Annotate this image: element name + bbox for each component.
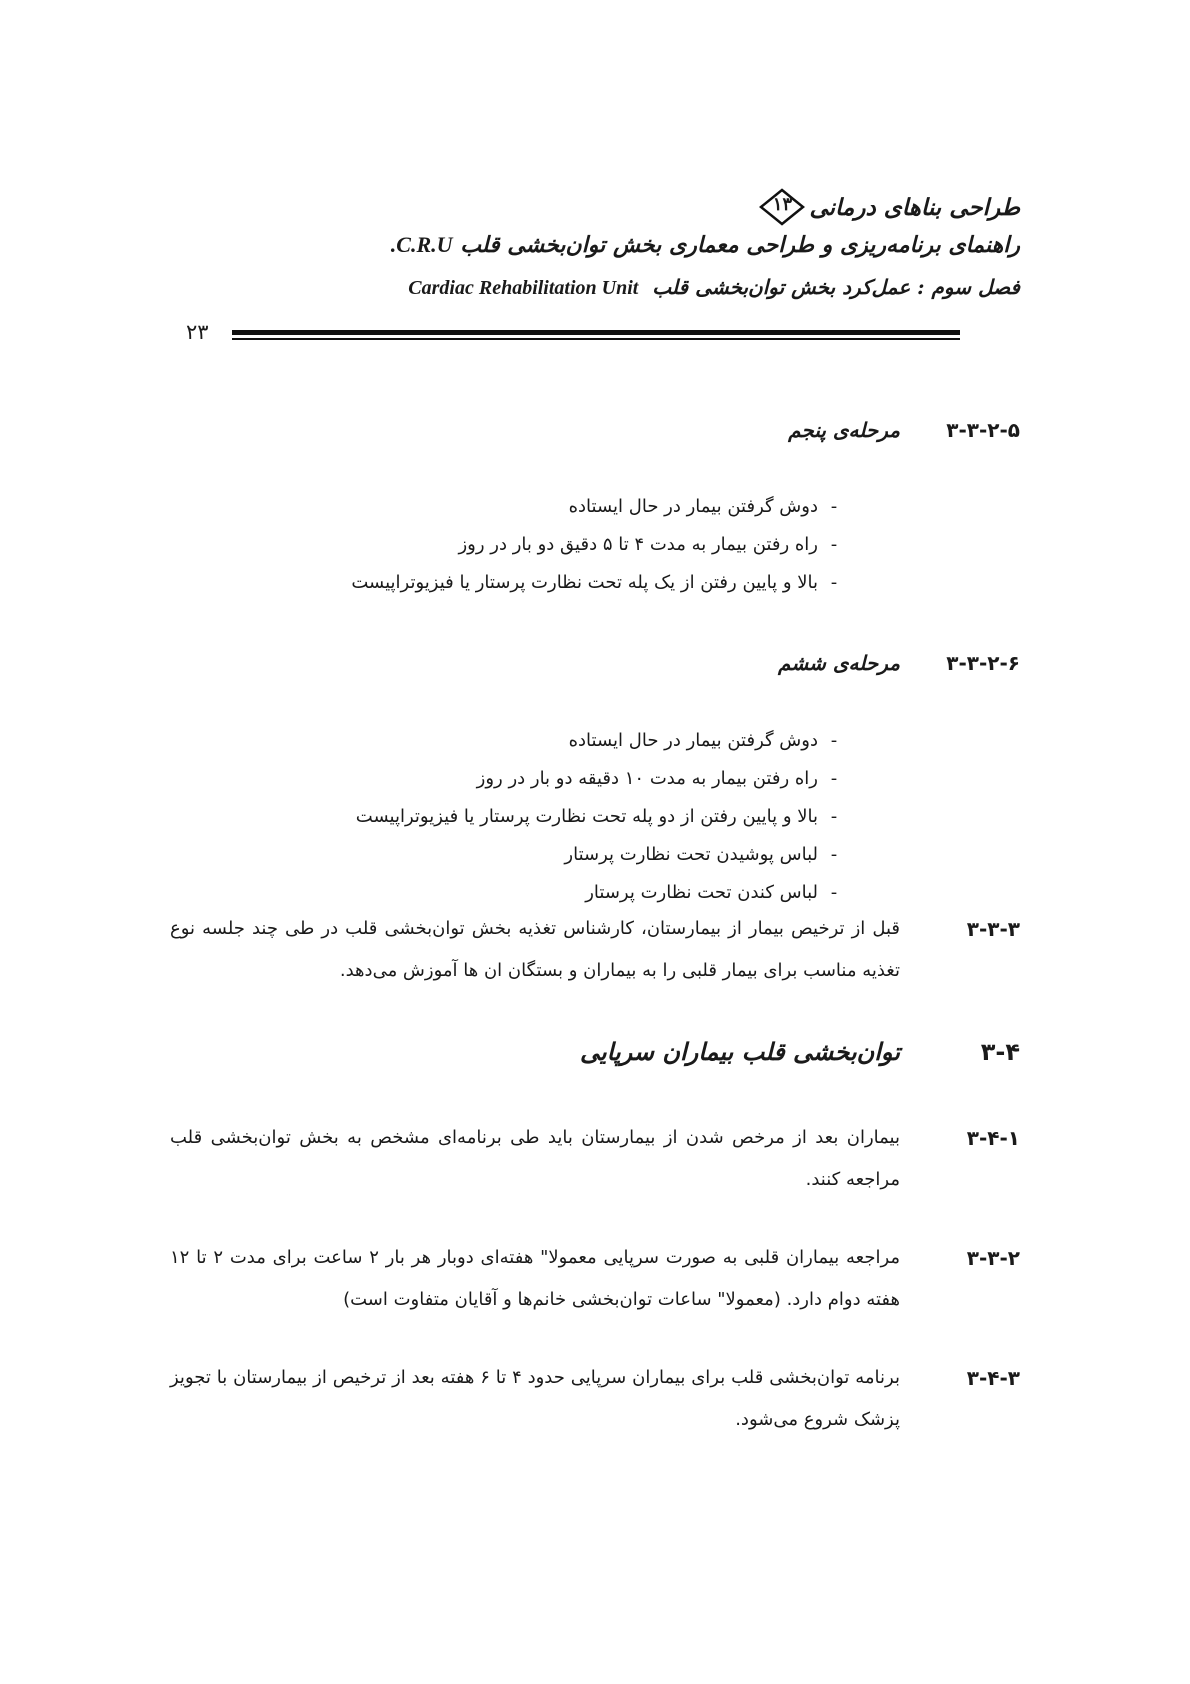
list-item: -دوش گرفتن بیمار در حال ایستاده	[568, 730, 838, 751]
paragraph-text: برنامه توان‌بخشی قلب برای بیماران سرپایی حدود ۴ تا ۶ هفته بعد از ترخیص از بیمارستان با تجویز پزشک شروع می‌شود.	[170, 1367, 900, 1430]
section-number: ۳-۳-۲-۶	[946, 651, 1020, 675]
section-heading-3-4	[580, 1037, 1020, 1066]
list-item: -دوش گرفتن بیمار در حال ایستاده	[568, 496, 838, 517]
running-header-chapter	[408, 275, 1020, 300]
section-heading-5	[788, 418, 1020, 442]
section-title: مرحله‌ی ششم	[778, 651, 900, 675]
paragraph-number: ۳-۳-۳	[966, 917, 1020, 941]
list-item: -راه رفتن بیمار به مدت ۱۰ دقیقه دو بار در روز	[476, 768, 838, 789]
list-item: -لباس پوشیدن تحت نظارت پرستار	[564, 844, 838, 865]
subtitle-text: راهنمای برنامه‌ریزی و طراحی معماری بخش توان‌بخشی قلب	[460, 232, 1020, 258]
paragraph-text: بیماران بعد از مرخص شدن از بیمارستان باید طی برنامه‌ای مشخص به بخش توان‌بخشی قلب مراجعه کنند.	[170, 1127, 900, 1190]
subtitle-latin: C.R.U.	[390, 232, 453, 257]
list-item: -بالا و پایین رفتن از دو پله تحت نظارت پرستار یا فیزیوتراپیست	[355, 806, 838, 827]
step-5-list	[351, 488, 850, 602]
book-number: ۱۳	[772, 194, 793, 215]
paragraph-number: ۳-۴-۱	[966, 1126, 1020, 1150]
list-item: -لباس کندن تحت نظارت پرستار	[585, 882, 838, 903]
paragraph-number: ۳-۳-۲	[966, 1246, 1020, 1270]
page-number: ۲۳	[186, 320, 209, 344]
chapter-latin: Cardiac Rehabilitation Unit	[408, 277, 639, 299]
header-rule-thin	[232, 338, 960, 340]
section-heading-6	[778, 651, 1020, 675]
section-title: مرحله‌ی پنجم	[788, 418, 900, 442]
list-item: -راه رفتن بیمار به مدت ۴ تا ۵ دقیق دو بار در روز	[458, 534, 838, 555]
paragraph-text: قبل از ترخیص بیمار از بیمارستان، کارشناس تغذیه بخش توان‌بخشی قلب در طی چند جلسه نوع تغذیه مناسب برای بیمار قلبی را به بیماران و بستگان ان ها آموزش می‌دهد.	[170, 918, 900, 981]
section-number: ۳-۴	[980, 1038, 1020, 1066]
chapter-text: فصل سوم : عمل‌کرد بخش توان‌بخشی قلب	[652, 275, 1020, 299]
paragraph-3-4-1	[170, 1117, 1020, 1201]
list-item: -بالا و پایین رفتن از یک پله تحت نظارت پرستار یا فیزیوتراپیست	[351, 572, 838, 593]
paragraph-3-4-3	[170, 1357, 1020, 1441]
running-header-subtitle	[391, 232, 1020, 258]
book-number-diamond	[759, 188, 805, 226]
paragraph-text: مراجعه بیماران قلبی به صورت سرپایی معمولا" هفته‌ای دوبار هر بار ۲ ساعت برای مدت ۲ تا ۱۲ هفته دوام دارد. (معمولا" ساعات توان‌بخشی خانم‌ها و آقایان متفاوت است)	[170, 1247, 901, 1310]
paragraph-3-3-3	[170, 908, 1020, 992]
book-title: طراحی بناهای درمانی	[809, 193, 1020, 221]
step-6-list	[356, 722, 850, 912]
header-rule-thick	[232, 330, 960, 335]
running-header-book-title	[759, 188, 1020, 226]
section-title: توان‌بخشی قلب بیماران سرپایی	[579, 1037, 900, 1066]
paragraph-3-4-2	[170, 1237, 1020, 1321]
paragraph-number: ۳-۴-۳	[966, 1366, 1020, 1390]
section-number: ۳-۳-۲-۵	[946, 418, 1020, 442]
